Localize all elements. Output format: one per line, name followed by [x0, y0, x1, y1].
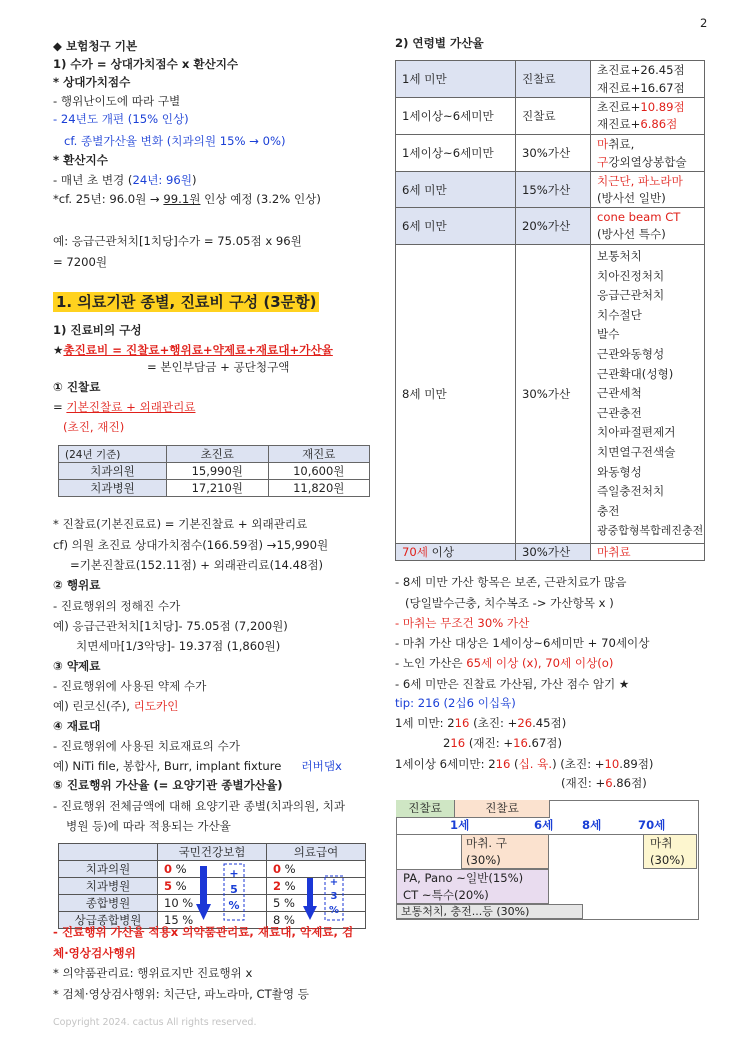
table-row [396, 172, 705, 208]
heading-basics: ◆ 보험청구 기본 [53, 39, 138, 53]
table-row [59, 480, 370, 497]
diagram-age-8: 8세 [582, 818, 602, 832]
note-r11: (재진: +6.86점) [561, 776, 647, 790]
age-cell: 6세 미만 [396, 208, 516, 245]
note-line-2: cf) 의원 초진료 상대가치점수(166.59점) →15,990원 [53, 538, 329, 552]
exempt-line-3: * 의약품관리료: 행위료지만 진료행위 x [53, 966, 253, 980]
conversion-heading: * 환산지수 [53, 153, 108, 167]
surcharge-line-2: 병원 등)에 따라 적용되는 가산율 [66, 819, 231, 833]
surcharge-header-nhi: 국민건강보험 [158, 844, 267, 861]
surcharge-cell: 5 % [158, 878, 267, 895]
surcharge-cell: 10 % [158, 895, 267, 912]
procedure-line-3: 치면세마[1/3악당]- 19.37점 (1,860원) [76, 639, 281, 653]
fee-row-label: 치과병원 [59, 480, 167, 497]
type-cell: 진찰료 [516, 61, 591, 98]
section-title: 1. 의료기관 종별, 진료비 구성 (3문항) [53, 292, 319, 313]
page-number: 2 [700, 16, 708, 30]
item-cell: cone beam CT (방사선 특수) [591, 208, 705, 245]
age-surcharge-title: 2) 연령별 가산율 [395, 36, 484, 50]
diagram-age-1: 1세 [450, 818, 470, 832]
surcharge-line-1: - 진료행위 전체금액에 대해 요양기관 종별(치과의원, 치과 [53, 799, 346, 813]
fee-formula: 1) 수가 = 상대가치점수 x 환산지수 [53, 57, 239, 71]
age-cell: 1세 미만 [396, 61, 516, 98]
conversion-line-1: - 매년 초 변경 (24년: 96원) [53, 173, 197, 187]
diagram-tab-2: 진찰료 [455, 800, 550, 818]
copyright: Copyright 2024. cactus All rights reserved. [53, 1017, 257, 1028]
drug-line-2: 예) 린코신(주), 리도카인 [53, 699, 179, 713]
diagram-box-general: 보통처치, 충전...등 (30%) [396, 904, 583, 919]
example-line-2: = 7200원 [53, 255, 108, 269]
surcharge-cell: 8 % [267, 912, 366, 929]
surcharge-corner [59, 844, 158, 861]
surcharge-cell: 15 % [158, 912, 267, 929]
rvs-heading: * 상대가치점수 [53, 75, 131, 89]
age-cell: 1세이상~6세미만 [396, 98, 516, 135]
rvs-line-2: - 24년도 개편 (15% 인상) [53, 112, 189, 126]
type-cell: 15%가산 [516, 172, 591, 208]
diagram-box-anesthesia-child: 마취. 구 (30%) [461, 834, 549, 869]
diagram-age-70: 70세 [638, 818, 666, 832]
note-r2: (당일발수근충, 치수복조 -> 가산항목 x ) [405, 596, 614, 610]
exempt-line-2: 체·영상검사행위 [53, 946, 136, 960]
fee-table-header-first: 초진료 [167, 446, 269, 463]
note-line-3: =기본진찰료(152.11점) + 외래관리료(14.48점) [70, 558, 324, 572]
table-row [396, 245, 705, 544]
surcharge-row-label: 치과의원 [59, 861, 158, 878]
type-cell: 30%가산 [516, 543, 591, 560]
age-cell: 70세 이상 [396, 543, 516, 560]
diagram-age-6: 6세 [534, 818, 554, 832]
note-r4: - 마취 가산 대상은 1세이상~6세미만 + 70세이상 [395, 636, 650, 650]
material-heading: ④ 재료대 [53, 719, 101, 733]
consult-heading: ① 진찰료 [53, 380, 101, 394]
note-r10: 1세이상 6세미만: 216 (십. 육.) (초진: +10.89점) [395, 757, 654, 771]
surcharge-cell: 5 % [267, 895, 366, 912]
consult-line-1: = 기본진찰료 + 외래관리료 [53, 400, 196, 414]
surcharge-cell: 0 % [158, 861, 267, 878]
fee-cell: 17,210원 [167, 480, 269, 497]
table-row [396, 543, 705, 560]
surcharge-cell: 0 % [267, 861, 366, 878]
material-line-2: 예) NiTi file, 봉합사, Burr, implant fixture 러버댐x [53, 759, 342, 773]
exempt-line-4: * 검체·영상검사행위: 치근단, 파노라마, CT촬영 등 [53, 987, 309, 1001]
item-cell: 마취료, 구강외열상봉합술 [591, 135, 705, 172]
note-r6: - 6세 미만은 진찰료 가산됨, 가산 점수 암기 ★ [395, 677, 630, 691]
aid-step-label: + 3 % [328, 877, 340, 916]
note-r3: - 마취는 무조건 30% 가산 [395, 616, 530, 630]
note-r8: 1세 미만: 216 (초진: +26.45점) [395, 716, 567, 730]
procedure-line-1: - 진료행위의 정해진 수가 [53, 599, 181, 613]
consult-line-2: (초진, 재진) [63, 420, 125, 434]
age-cell: 8세 미만 [396, 245, 516, 544]
procedure-heading: ② 행위료 [53, 578, 101, 592]
table-row [59, 463, 370, 480]
surcharge-header-aid: 의료급여 [267, 844, 366, 861]
procedure-line-2: 예) 응급근관처치[1치당]- 75.05점 (7,200원) [53, 619, 288, 633]
item-cell: 치근단, 파노라마 (방사선 일반) [591, 172, 705, 208]
item-cell: 초진료+26.45점 재진료+16.67점 [591, 61, 705, 98]
diagram-box-anesthesia-elder: 마취 (30%) [643, 834, 697, 869]
type-cell: 30%가산 [516, 245, 591, 544]
surcharge-cell: 2 % [267, 878, 366, 895]
type-cell: 30%가산 [516, 135, 591, 172]
exempt-line-1: - 진료행위 가산율 적용x 의약품관리료, 재료대, 약제료, 검 [53, 925, 354, 939]
note-line-1: * 진찰료(기본진료료) = 기본진찰료 + 외래관리료 [53, 517, 308, 531]
conversion-line-2: *cf. 25년: 96.0원 → 99.1원 인상 예정 (3.2% 인상) [53, 192, 321, 206]
total-fee-formula: ★총진료비 = 진찰료+행위료+약제료+재료대+가산율 [53, 343, 333, 357]
item-list-cell: 보통처치 치아진정처치 응급근관처치 치수절단 발수 근관와동형성 근관확대(성형) 근관세척 근관충전 치아파절편제거 치면열구전색술 와동형성 즉일충전처치 충전 광중합형복합레진충전 [591, 245, 705, 544]
table-row [396, 98, 705, 135]
age-surcharge-table [395, 60, 705, 561]
total-fee-split: = 본인부담금 + 공단청구액 [147, 360, 290, 374]
rvs-line-3: cf. 종별가산율 변화 (치과의원 15% → 0%) [64, 134, 286, 148]
example-line-1: 예: 응급근관처치[1치당]수가 = 75.05점 x 96원 [53, 234, 302, 248]
diagram-tab-1: 진찰료 [396, 800, 455, 818]
nhi-step-label: + 5 % [228, 867, 240, 912]
age-cell: 1세이상~6세미만 [396, 135, 516, 172]
consult-fee-table [58, 445, 370, 497]
table-row [396, 135, 705, 172]
fee-table-header-return: 재진료 [268, 446, 370, 463]
drug-heading: ③ 약제료 [53, 659, 101, 673]
type-cell: 20%가산 [516, 208, 591, 245]
fee-row-label: 치과의원 [59, 463, 167, 480]
item-cell: 마취료 [591, 543, 705, 560]
note-r9: 216 (재진: +16.67점) [443, 736, 563, 750]
rvs-line-1: - 행위난이도에 따라 구별 [53, 94, 181, 108]
table-row [396, 61, 705, 98]
surcharge-row-label: 치과병원 [59, 878, 158, 895]
material-line-1: - 진료행위에 사용된 치료재료의 수가 [53, 739, 240, 753]
note-r1: - 8세 미만 가산 항목은 보존, 근관치료가 많음 [395, 575, 627, 589]
item-cell: 초진료+10.89점 재진료+6.86점 [591, 98, 705, 135]
note-r7: tip: 216 (2십6 이십육) [395, 696, 516, 710]
fee-cell: 15,990원 [167, 463, 269, 480]
fee-cell: 11,820원 [268, 480, 370, 497]
diagram-box-radiology: PA, Pano ~일반(15%) CT ~특수(20%) [396, 869, 549, 904]
composition-heading: 1) 진료비의 구성 [53, 323, 142, 337]
surcharge-row-label: 상급종합병원 [59, 912, 158, 929]
note-r5: - 노인 가산은 65세 이상 (x), 70세 이상(o) [395, 656, 614, 670]
surcharge-heading: ⑤ 진료행위 가산율 (= 요양기관 종별가산율) [53, 778, 283, 792]
table-row [396, 208, 705, 245]
age-cell: 6세 미만 [396, 172, 516, 208]
type-cell: 진찰료 [516, 98, 591, 135]
fee-table-corner: (24년 기준) [59, 446, 167, 463]
surcharge-row-label: 종합병원 [59, 895, 158, 912]
fee-cell: 10,600원 [268, 463, 370, 480]
drug-line-1: - 진료행위에 사용된 약제 수가 [53, 679, 207, 693]
